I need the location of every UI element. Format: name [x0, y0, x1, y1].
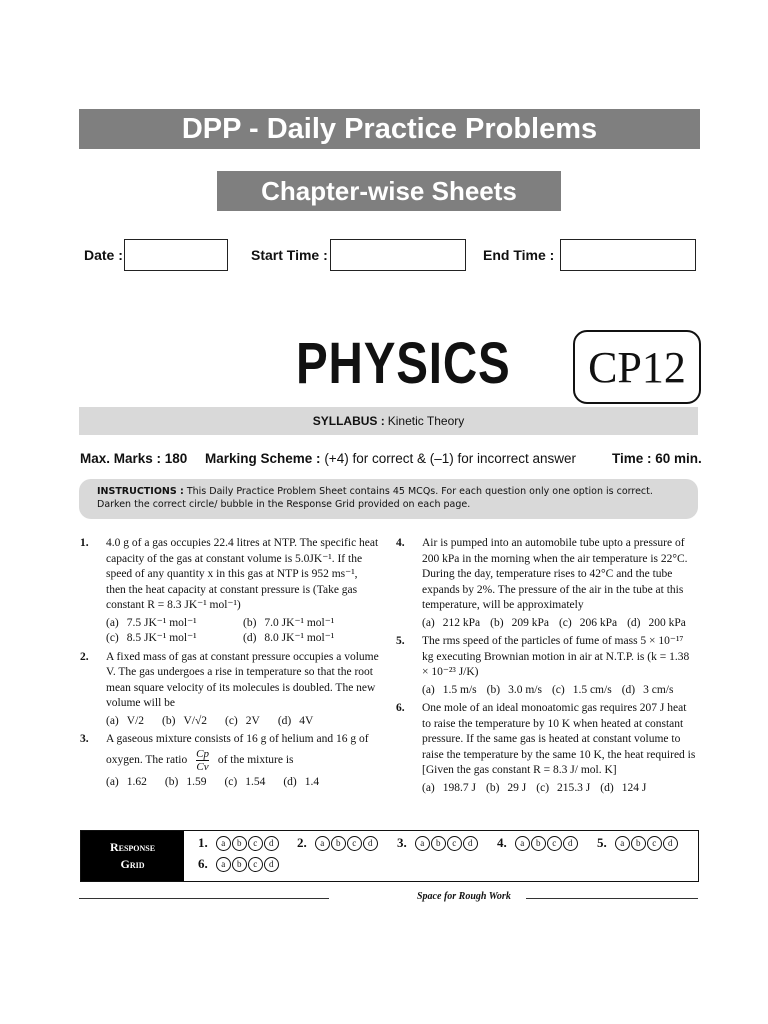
rough-work-label: Space for Rough Work — [417, 891, 511, 902]
response-grid-number: 5. — [597, 835, 607, 850]
time-limit: Time : 60 min. — [612, 451, 702, 466]
question-number: 3. — [80, 733, 89, 745]
question-text: 4.0 g of a gas occupies 22.4 litres at NTP. The specific heat capacity of the gas at constant volume is 5.0JK⁻¹. If the speed of any quantity x in this gas at NTP is 952 ms⁻¹, then the heat capacity at constant pressure is (Take gas constant R = 8.3 JK⁻¹ mol⁻¹) — [106, 537, 379, 611]
answer-bubble-a[interactable]: a — [216, 857, 231, 872]
start-time-field[interactable] — [330, 239, 466, 271]
option-b[interactable]: (b) 1.59 — [164, 775, 207, 788]
syllabus-bar — [79, 407, 698, 435]
option-a[interactable]: (a) 1.62 — [106, 775, 147, 788]
option-c[interactable]: (c) 1.5 cm/s — [551, 683, 612, 696]
answer-bubble-d[interactable]: d — [663, 836, 678, 851]
end-time-field[interactable] — [560, 239, 696, 271]
marking-scheme — [205, 451, 576, 466]
instructions-text: This Daily Practice Problem Sheet contains 45 MCQs. For each question only one option is correct. Darken the correct circle/ bubble in the Response Grid provided on each page. — [97, 486, 653, 510]
syllabus-value: Kinetic Theory — [387, 414, 465, 428]
instructions-label: INSTRUCTIONS : — [97, 486, 184, 497]
question-number: 2. — [80, 650, 89, 663]
question-number: 6. — [396, 702, 405, 714]
response-grid-item — [198, 835, 280, 851]
answer-bubble-b[interactable]: b — [531, 836, 546, 851]
option-d[interactable]: (d) 1.4 — [283, 775, 320, 788]
response-grid-item — [297, 835, 379, 851]
answer-bubble-c[interactable]: c — [248, 836, 263, 851]
questions-right-column — [396, 536, 696, 799]
response-grid-number: 1. — [198, 835, 208, 850]
title-banner: DPP - Daily Practice Problems — [79, 109, 700, 149]
response-grid-number: 2. — [297, 835, 307, 850]
response-grid-number: 4. — [497, 835, 507, 850]
subtitle-banner: Chapter-wise Sheets — [217, 171, 561, 211]
option-b[interactable]: (b) V/√2 — [162, 714, 207, 727]
option-b[interactable]: (b) 3.0 m/s — [486, 683, 542, 696]
option-d[interactable]: (d) 124 J — [600, 781, 647, 794]
response-grid-number: 6. — [198, 856, 208, 871]
marking-scheme-value: (+4) for correct & (–1) for incorrect answer — [324, 451, 577, 466]
option-c[interactable]: (c) 215.3 J — [536, 781, 591, 794]
answer-bubble-c[interactable]: c — [347, 836, 362, 851]
subject-title: PHYSICS — [296, 331, 511, 396]
question-number: 1. — [80, 537, 89, 549]
option-d[interactable]: (d) 200 kPa — [627, 616, 686, 629]
date-label: Date : — [84, 247, 123, 263]
answer-bubble-c[interactable]: c — [547, 836, 562, 851]
sheet-code: CP12 — [573, 330, 701, 404]
question-text: The rms speed of the particles of fume of mass 5 × 10⁻¹⁷ kg executing Brownian motion in air at N.T.P. is (k = 1.38 × 10⁻²³ J/K) — [422, 635, 690, 678]
divider-line-left — [79, 898, 329, 899]
question-text: A fixed mass of gas at constant pressure occupies a volume V. The gas undergoes a rise in temperature so that the root mean square velocity of its molecules is doubled. The new volume will be — [106, 650, 379, 709]
response-grid-item — [397, 835, 479, 851]
option-a[interactable]: (a) 7.5 JK⁻¹ mol⁻¹ — [106, 616, 197, 629]
answer-bubble-c[interactable]: c — [647, 836, 662, 851]
instructions-box — [79, 479, 698, 519]
answer-bubble-b[interactable]: b — [631, 836, 646, 851]
option-d[interactable]: (d) 3 cm/s — [621, 683, 674, 696]
option-b[interactable]: (b) 29 J — [486, 781, 527, 794]
response-grid-item — [497, 835, 579, 851]
option-d[interactable]: (d) 8.0 JK⁻¹ mol⁻¹ — [243, 632, 335, 644]
answer-bubble-c[interactable]: c — [248, 857, 263, 872]
options — [422, 616, 696, 632]
option-a[interactable]: (a) 198.7 J — [422, 781, 476, 794]
answer-bubble-b[interactable]: b — [232, 857, 247, 872]
question-5 — [396, 634, 696, 698]
question-6 — [396, 701, 696, 796]
response-grid-item — [597, 835, 679, 851]
answer-bubble-d[interactable]: d — [264, 857, 279, 872]
answer-bubble-b[interactable]: b — [431, 836, 446, 851]
questions-left-column — [80, 536, 380, 793]
option-b[interactable]: (b) 7.0 JK⁻¹ mol⁻¹ — [243, 616, 335, 629]
question-number: 4. — [396, 537, 405, 549]
option-c[interactable]: (c) 206 kPa — [558, 616, 618, 629]
answer-bubble-a[interactable]: a — [415, 836, 430, 851]
syllabus-label: SYLLABUS : — [312, 414, 385, 428]
options — [422, 683, 696, 699]
divider-line-right — [526, 898, 698, 899]
option-c[interactable]: (c) 8.5 JK⁻¹ mol⁻¹ — [106, 632, 197, 644]
question-4 — [396, 536, 696, 631]
date-field[interactable] — [124, 239, 228, 271]
answer-bubble-b[interactable]: b — [331, 836, 346, 851]
option-c[interactable]: (c) 1.54 — [224, 775, 266, 788]
options — [106, 714, 380, 730]
response-grid-item — [198, 856, 280, 872]
question-2 — [80, 650, 380, 730]
question-3 — [80, 732, 380, 790]
answer-bubble-a[interactable]: a — [216, 836, 231, 851]
start-time-label: Start Time : — [251, 247, 328, 263]
answer-bubble-d[interactable]: d — [563, 836, 578, 851]
answer-bubble-d[interactable]: d — [363, 836, 378, 851]
marking-scheme-label: Marking Scheme : — [205, 451, 321, 466]
question-number: 5. — [396, 635, 405, 647]
response-grid-label: Response Grid — [81, 831, 184, 881]
option-d[interactable]: (d) 4V — [277, 714, 314, 727]
options — [106, 616, 380, 647]
question-text: Air is pumped into an automobile tube upto a pressure of 200 kPa in the morning when the air temperature is 22°C. During the day, temperature rises to 42°C and the tube expands by 2%. The pressure of the air in the tube at this temperature, will be approximately — [422, 537, 688, 611]
answer-bubble-a[interactable]: a — [515, 836, 530, 851]
option-b[interactable]: (b) 209 kPa — [490, 616, 549, 629]
response-grid-number: 3. — [397, 835, 407, 850]
option-c[interactable]: (c) 2V — [225, 714, 260, 727]
rough-work-divider — [79, 892, 698, 904]
answer-bubble-a[interactable]: a — [315, 836, 330, 851]
question-text: One mole of an ideal monoatomic gas requires 207 J heat to raise the temperature by 10 K when heated at constant pressure. If the same gas is heated at constant volume to raise the temperature by the same 10 K, the heat required is [Given the gas constant R = 8.3 J/ mol. K] — [422, 702, 696, 776]
question-1 — [80, 536, 380, 647]
answer-bubble-d[interactable]: d — [463, 836, 478, 851]
answer-bubble-b[interactable]: b — [232, 836, 247, 851]
option-a[interactable]: (a) V/2 — [106, 714, 145, 727]
response-grid — [80, 830, 699, 882]
max-marks: Max. Marks : 180 — [80, 451, 188, 466]
options — [106, 775, 380, 791]
question-text-ratio: oxygen. The ratio $\frac{Cp}{Cv}$ of the mixture is — [106, 747, 294, 773]
answer-bubble-c[interactable]: c — [447, 836, 462, 851]
question-text: A gaseous mixture consists of 16 g of helium and 16 g of — [106, 733, 369, 745]
answer-bubble-a[interactable]: a — [615, 836, 630, 851]
cp-cv-fraction: $\frac{Cp}{Cv}$ — [196, 747, 209, 773]
option-a[interactable]: (a) 212 kPa — [422, 616, 481, 629]
end-time-label: End Time : — [483, 247, 555, 263]
options — [422, 781, 696, 797]
option-a[interactable]: (a) 1.5 m/s — [422, 683, 477, 696]
answer-bubble-d[interactable]: d — [264, 836, 279, 851]
